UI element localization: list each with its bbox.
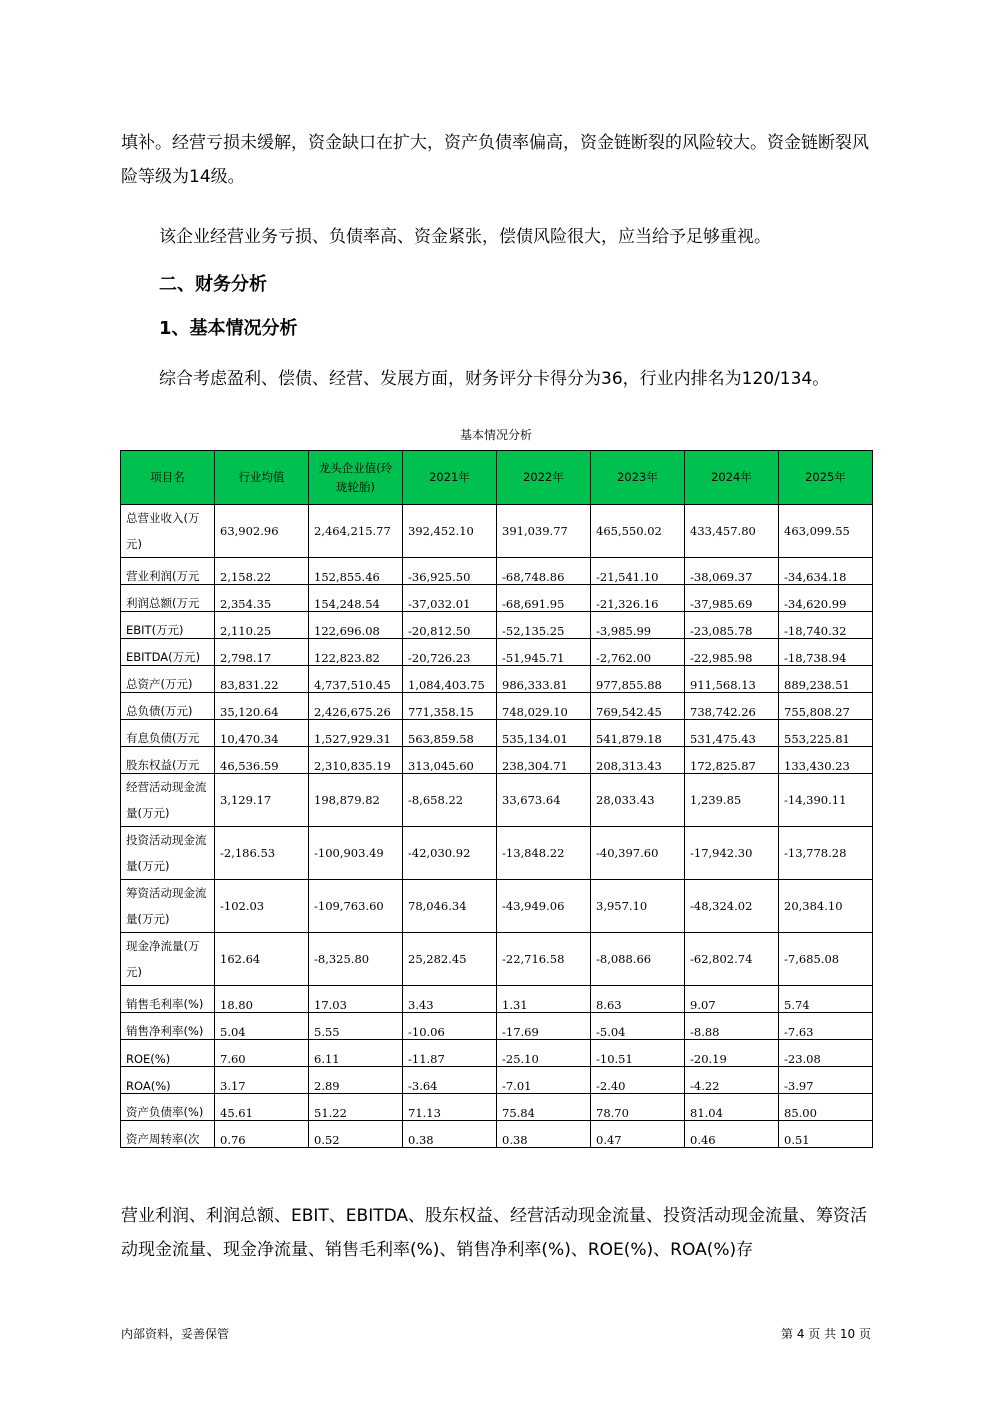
table-row <box>121 1121 873 1148</box>
table-header-row <box>121 451 873 505</box>
table-row <box>121 827 873 880</box>
table-cell: -23,085.78 <box>685 612 779 639</box>
table-cell: 3.43 <box>403 986 497 1013</box>
financial-table <box>120 450 873 1148</box>
table-cell: -13,778.28 <box>779 827 873 880</box>
table-cell: 0.38 <box>403 1121 497 1148</box>
table-cell: -23.08 <box>779 1040 873 1067</box>
table-cell: -8,088.66 <box>591 933 685 986</box>
table-cell: -109,763.60 <box>309 880 403 933</box>
table-cell: -10.51 <box>591 1040 685 1067</box>
table-cell: 78,046.34 <box>403 880 497 933</box>
table-cell: -43,949.06 <box>497 880 591 933</box>
subsection-heading: 1、基本情况分析 <box>159 318 298 339</box>
table-cell: 5.04 <box>215 1013 309 1040</box>
table-cell: -20.19 <box>685 1040 779 1067</box>
table-cell: -68,691.95 <box>497 585 591 612</box>
table-cell: 83,831.22 <box>215 666 309 693</box>
paragraph-indicators: 营业利润、利润总额、EBIT、EBITDA、股东权益、经营活动现金流量、投资活动现金流量、筹资活动现金流量、现金净流量、销售毛利率(%)、销售净利率(%)、ROE(%)、ROA(%)存 <box>121 1206 868 1260</box>
table-cell: 889,238.51 <box>779 666 873 693</box>
row-label: 经营活动现金流量(万元) <box>121 774 215 827</box>
table-row <box>121 774 873 827</box>
table-cell: 3,957.10 <box>591 880 685 933</box>
table-cell: 0.51 <box>779 1121 873 1148</box>
table-cell: 433,457.80 <box>685 505 779 558</box>
row-label: EBITDA(万元) <box>121 639 215 666</box>
section-heading: 二、财务分析 <box>159 274 267 295</box>
row-label: 总营业收入(万元) <box>121 505 215 558</box>
table-cell: 0.46 <box>685 1121 779 1148</box>
table-cell: 977,855.88 <box>591 666 685 693</box>
table-cell: 238,304.71 <box>497 747 591 774</box>
table-cell: 51.22 <box>309 1094 403 1121</box>
table-cell: -42,030.92 <box>403 827 497 880</box>
table-cell: -52,135.25 <box>497 612 591 639</box>
table-cell: -62,802.74 <box>685 933 779 986</box>
table-row <box>121 505 873 558</box>
row-label: EBIT(万元) <box>121 612 215 639</box>
paragraph-risk-summary: 填补。经营亏损未缓解，资金缺口在扩大，资产负债率偏高，资金链断裂的风险较大。资金链断裂风险等级为14级。 <box>121 133 869 187</box>
row-label: 筹资活动现金流量(万元) <box>121 880 215 933</box>
table-cell: 2,158.22 <box>215 558 309 585</box>
table-cell: 465,550.02 <box>591 505 685 558</box>
table-cell: -102.03 <box>215 880 309 933</box>
table-cell: 1,084,403.75 <box>403 666 497 693</box>
paragraph-scorecard: 综合考虑盈利、偿债、经营、发展方面，财务评分卡得分为36，行业内排名为120/134。 <box>159 369 830 389</box>
table-cell: 986,333.81 <box>497 666 591 693</box>
table-cell: -17,942.30 <box>685 827 779 880</box>
header-industry-avg: 行业均值 <box>215 451 309 505</box>
table-cell: -2,762.00 <box>591 639 685 666</box>
table-cell: 0.52 <box>309 1121 403 1148</box>
table-cell: 4,737,510.45 <box>309 666 403 693</box>
table-row <box>121 1094 873 1121</box>
table-row <box>121 558 873 585</box>
table-row <box>121 693 873 720</box>
table-cell: 5.55 <box>309 1013 403 1040</box>
table-cell: -22,985.98 <box>685 639 779 666</box>
table-cell: -8,658.22 <box>403 774 497 827</box>
table-cell: 133,430.23 <box>779 747 873 774</box>
table-cell: 9.07 <box>685 986 779 1013</box>
table-cell: 122,696.08 <box>309 612 403 639</box>
table-cell: 63,902.96 <box>215 505 309 558</box>
table-cell: 172,825.87 <box>685 747 779 774</box>
table-cell: 18.80 <box>215 986 309 1013</box>
table-cell: 35,120.64 <box>215 693 309 720</box>
table-cell: -7.63 <box>779 1013 873 1040</box>
table-cell: 2,426,675.26 <box>309 693 403 720</box>
row-label: 现金净流量(万元) <box>121 933 215 986</box>
table-cell: 2,464,215.77 <box>309 505 403 558</box>
table-cell: 1.31 <box>497 986 591 1013</box>
table-cell: -7.01 <box>497 1067 591 1094</box>
table-row <box>121 1040 873 1067</box>
table-cell: -37,985.69 <box>685 585 779 612</box>
table-cell: -20,812.50 <box>403 612 497 639</box>
table-cell: 0.76 <box>215 1121 309 1148</box>
table-cell: 553,225.81 <box>779 720 873 747</box>
table-cell: 46,536.59 <box>215 747 309 774</box>
table-cell: 755,808.27 <box>779 693 873 720</box>
table-cell: 28,033.43 <box>591 774 685 827</box>
table-cell: 2,310,835.19 <box>309 747 403 774</box>
table-cell: -40,397.60 <box>591 827 685 880</box>
table-cell: 313,045.60 <box>403 747 497 774</box>
table-row <box>121 666 873 693</box>
table-cell: -37,032.01 <box>403 585 497 612</box>
row-label: 投资活动现金流量(万元) <box>121 827 215 880</box>
table-cell: -34,634.18 <box>779 558 873 585</box>
table-cell: -2,186.53 <box>215 827 309 880</box>
table-cell: 122,823.82 <box>309 639 403 666</box>
paragraph-conclusion: 该企业经营业务亏损、负债率高、资金紧张，偿债风险很大，应当给予足够重视。 <box>159 227 771 247</box>
footer-page-number: 第 4 页 共 10 页 <box>781 1327 871 1341</box>
table-cell: 769,542.45 <box>591 693 685 720</box>
table-cell: -34,620.99 <box>779 585 873 612</box>
header-leader: 龙头企业值(玲珑轮胎) <box>309 451 403 505</box>
table-cell: -100,903.49 <box>309 827 403 880</box>
table-cell: 85.00 <box>779 1094 873 1121</box>
table-cell: 5.74 <box>779 986 873 1013</box>
table-cell: 8.63 <box>591 986 685 1013</box>
table-cell: -38,069.37 <box>685 558 779 585</box>
table-row <box>121 986 873 1013</box>
row-label: 销售毛利率(%) <box>121 986 215 1013</box>
table-cell: 6.11 <box>309 1040 403 1067</box>
table-cell: 463,099.55 <box>779 505 873 558</box>
table-cell: -21,326.16 <box>591 585 685 612</box>
row-label: 营业利润(万元 <box>121 558 215 585</box>
table-cell: -48,324.02 <box>685 880 779 933</box>
table-cell: 3.17 <box>215 1067 309 1094</box>
table-cell: 535,134.01 <box>497 720 591 747</box>
table-cell: -7,685.08 <box>779 933 873 986</box>
table-row <box>121 612 873 639</box>
table-cell: 541,879.18 <box>591 720 685 747</box>
table-cell: 563,859.58 <box>403 720 497 747</box>
table-cell: -13,848.22 <box>497 827 591 880</box>
table-cell: 78.70 <box>591 1094 685 1121</box>
row-label: 销售净利率(%) <box>121 1013 215 1040</box>
table-cell: -5.04 <box>591 1013 685 1040</box>
table-cell: 75.84 <box>497 1094 591 1121</box>
header-2021: 2021年 <box>403 451 497 505</box>
table-cell: -11.87 <box>403 1040 497 1067</box>
table-cell: 2,798.17 <box>215 639 309 666</box>
table-cell: 738,742.26 <box>685 693 779 720</box>
table-cell: -8,325.80 <box>309 933 403 986</box>
table-cell: 10,470.34 <box>215 720 309 747</box>
table-cell: 2,110.25 <box>215 612 309 639</box>
table-cell: 911,568.13 <box>685 666 779 693</box>
table-cell: 391,039.77 <box>497 505 591 558</box>
table-row <box>121 880 873 933</box>
header-2025: 2025年 <box>779 451 873 505</box>
header-2022: 2022年 <box>497 451 591 505</box>
table-cell: -2.40 <box>591 1067 685 1094</box>
table-cell: -4.22 <box>685 1067 779 1094</box>
row-label: 总负债(万元) <box>121 693 215 720</box>
row-label: 股东权益(万元 <box>121 747 215 774</box>
table-cell: 2.89 <box>309 1067 403 1094</box>
table-cell: 33,673.64 <box>497 774 591 827</box>
table-cell: 25,282.45 <box>403 933 497 986</box>
table-cell: 152,855.46 <box>309 558 403 585</box>
table-row <box>121 1013 873 1040</box>
table-cell: -20,726.23 <box>403 639 497 666</box>
row-label: 利润总额(万元 <box>121 585 215 612</box>
table-cell: -36,925.50 <box>403 558 497 585</box>
table-cell: -17.69 <box>497 1013 591 1040</box>
table-cell: 154,248.54 <box>309 585 403 612</box>
header-item: 项目名 <box>121 451 215 505</box>
table-cell: -68,748.86 <box>497 558 591 585</box>
table-row <box>121 639 873 666</box>
row-label: 总资产(万元) <box>121 666 215 693</box>
table-cell: 2,354.35 <box>215 585 309 612</box>
table-cell: 3,129.17 <box>215 774 309 827</box>
table-row <box>121 1067 873 1094</box>
table-cell: 771,358.15 <box>403 693 497 720</box>
header-2024: 2024年 <box>685 451 779 505</box>
table-cell: -51,945.71 <box>497 639 591 666</box>
table-cell: -8.88 <box>685 1013 779 1040</box>
table-cell: -3,985.99 <box>591 612 685 639</box>
table-cell: -10.06 <box>403 1013 497 1040</box>
table-row <box>121 720 873 747</box>
table-row <box>121 747 873 774</box>
table-cell: 0.47 <box>591 1121 685 1148</box>
table-cell: -18,740.32 <box>779 612 873 639</box>
table-cell: 531,475.43 <box>685 720 779 747</box>
table-cell: -21,541.10 <box>591 558 685 585</box>
table-cell: 71.13 <box>403 1094 497 1121</box>
table-cell: 1,239.85 <box>685 774 779 827</box>
footer-confidential: 内部资料，妥善保管 <box>121 1327 230 1341</box>
table-cell: 208,313.43 <box>591 747 685 774</box>
row-label: ROA(%) <box>121 1067 215 1094</box>
table-cell: -22,716.58 <box>497 933 591 986</box>
table-cell: -14,390.11 <box>779 774 873 827</box>
table-row <box>121 585 873 612</box>
table-cell: 17.03 <box>309 986 403 1013</box>
table-cell: 20,384.10 <box>779 880 873 933</box>
header-2023: 2023年 <box>591 451 685 505</box>
table-cell: -3.64 <box>403 1067 497 1094</box>
row-label: 有息负债(万元 <box>121 720 215 747</box>
table-caption: 基本情况分析 <box>459 428 532 442</box>
table-cell: 748,029.10 <box>497 693 591 720</box>
row-label: 资产周转率(次 <box>121 1121 215 1148</box>
row-label: 资产负债率(%) <box>121 1094 215 1121</box>
table-cell: 198,879.82 <box>309 774 403 827</box>
table-cell: 81.04 <box>685 1094 779 1121</box>
table-cell: 45.61 <box>215 1094 309 1121</box>
table-row <box>121 933 873 986</box>
table-cell: 1,527,929.31 <box>309 720 403 747</box>
table-cell: -25.10 <box>497 1040 591 1067</box>
table-cell: 392,452.10 <box>403 505 497 558</box>
table-cell: -3.97 <box>779 1067 873 1094</box>
table-cell: -18,738.94 <box>779 639 873 666</box>
row-label: ROE(%) <box>121 1040 215 1067</box>
table-cell: 0.38 <box>497 1121 591 1148</box>
table-cell: 7.60 <box>215 1040 309 1067</box>
table-cell: 162.64 <box>215 933 309 986</box>
